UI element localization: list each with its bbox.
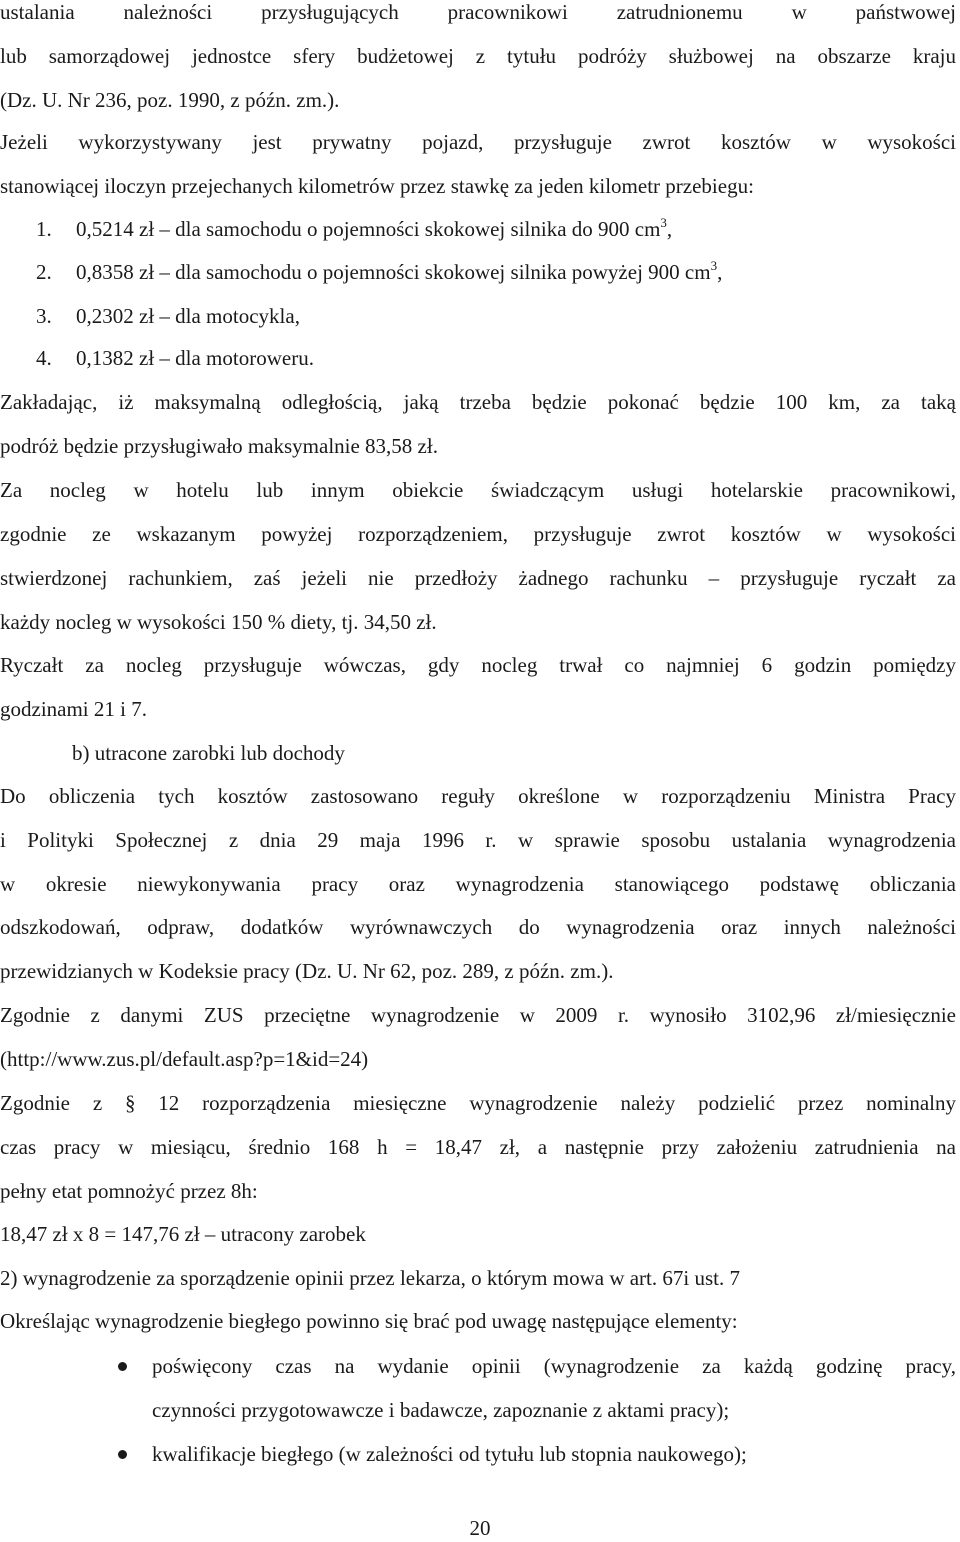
text-line: i Polityki Społecznej z dnia 29 maja 1996 r. w sprawie sposobu ustalania wynagrodzenia (0, 828, 956, 852)
text-line: lub samorządowej jednostce sfery budżetowej z tytułu podróży służbowej na obszarze kraju (0, 44, 956, 68)
text-line: czas pracy w miesiącu, średnio 168 h = 18,47 zł, a następnie przy założeniu zatrudnienia na (0, 1135, 956, 1159)
text-line: Za nocleg w hotelu lub innym obiekcie świadczącym usługi hotelarskie pracownikowi, (0, 478, 956, 502)
bullet-item-line: czynności przygotowawcze i badawcze, zapoznanie z aktami pracy); (152, 1398, 730, 1422)
list-item-text: 0,5214 zł – dla samochodu o pojemności skokowej silnika do 900 cm (76, 217, 661, 241)
list-item: 0,2302 zł – dla motocykla, (76, 304, 300, 328)
text-line: każdy nocleg w wysokości 150 % diety, tj. 34,50 zł. (0, 610, 437, 634)
list-number: 2. (36, 260, 52, 284)
bullet-item-line: poświęcony czas na wydanie opinii (wynagrodzenie za każdą godzinę pracy, (152, 1354, 956, 1378)
bullet-icon (118, 1450, 127, 1459)
page-number: 20 (469, 1516, 491, 1540)
list-item-tail: , (666, 217, 673, 241)
text-line: Zakładając, iż maksymalną odległością, jaką trzeba będzie pokonać będzie 100 km, za taką (0, 390, 956, 414)
bullet-icon (118, 1362, 127, 1371)
list-number: 4. (36, 346, 52, 370)
list-item-text: 0,8358 zł – dla samochodu o pojemności skokowej silnika powyżej 900 cm (76, 260, 711, 284)
text-line: w okresie niewykonywania pracy oraz wynagrodzenia stanowiącego podstawę obliczania (0, 872, 956, 896)
list-number: 3. (36, 304, 52, 328)
superscript: 3 (710, 258, 718, 273)
text-line: ustalania należności przysługujących pracownikowi zatrudnionemu w państwowej (0, 0, 956, 24)
text-line: godzinami 21 i 7. (0, 697, 147, 721)
text-line: Zgodnie z danymi ZUS przeciętne wynagrodzenie w 2009 r. wynosiło 3102,96 zł/miesięcznie (0, 1003, 956, 1027)
text-line: Zgodnie z § 12 rozporządzenia miesięczne wynagrodzenie należy podzielić przez nominalny (0, 1091, 956, 1115)
text-line: (Dz. U. Nr 236, poz. 1990, z późn. zm.). (0, 88, 340, 112)
bullet-item-line: kwalifikacje biegłego (w zależności od tytułu lub stopnia naukowego); (152, 1442, 747, 1466)
list-item (76, 215, 876, 243)
text-line: zgodnie ze wskazanym powyżej rozporządzeniem, przysługuje zwrot kosztów w wysokości (0, 522, 956, 546)
superscript: 3 (660, 215, 667, 230)
text-line: przewidzianych w Kodeksie pracy (Dz. U. Nr 62, poz. 289, z późn. zm.). (0, 959, 614, 983)
text-line: pełny etat pomnożyć przez 8h: (0, 1179, 258, 1203)
text-line: Jeżeli wykorzystywany jest prywatny pojazd, przysługuje zwrot kosztów w wysokości (0, 130, 956, 154)
text-line: 2) wynagrodzenie za sporządzenie opinii przez lekarza, o którym mowa w art. 67i ust. 7 (0, 1266, 740, 1290)
text-line: Określając wynagrodzenie biegłego powinno się brać pod uwagę następujące elementy: (0, 1309, 738, 1333)
text-line: Ryczałt za nocleg przysługuje wówczas, gdy nocleg trwał co najmniej 6 godzin pomiędzy (0, 653, 956, 677)
list-item (76, 258, 876, 286)
text-line: Do obliczenia tych kosztów zastosowano reguły określone w rozporządzeniu Ministra Pracy (0, 784, 956, 808)
text-line: (http://www.zus.pl/default.asp?p=1&id=24) (0, 1047, 369, 1071)
text-line: 18,47 zł x 8 = 147,76 zł – utracony zarobek (0, 1222, 366, 1246)
text-line: stanowiącej iloczyn przejechanych kilometrów przez stawkę za jeden kilometr przebiegu: (0, 174, 754, 198)
list-number: 1. (36, 217, 52, 241)
text-line: odszkodowań, odpraw, dodatków wyrównawczych do wynagrodzenia oraz innych należności (0, 915, 956, 939)
section-heading: b) utracone zarobki lub dochody (72, 741, 345, 765)
text-line: stwierdzonej rachunkiem, zaś jeżeli nie przedłoży żadnego rachunku – przysługuje ryczałt za (0, 566, 956, 590)
list-item-tail: , (717, 260, 723, 284)
text-line: podróż będzie przysługiwało maksymalnie 83,58 zł. (0, 434, 438, 458)
list-item: 0,1382 zł – dla motoroweru. (76, 346, 314, 370)
